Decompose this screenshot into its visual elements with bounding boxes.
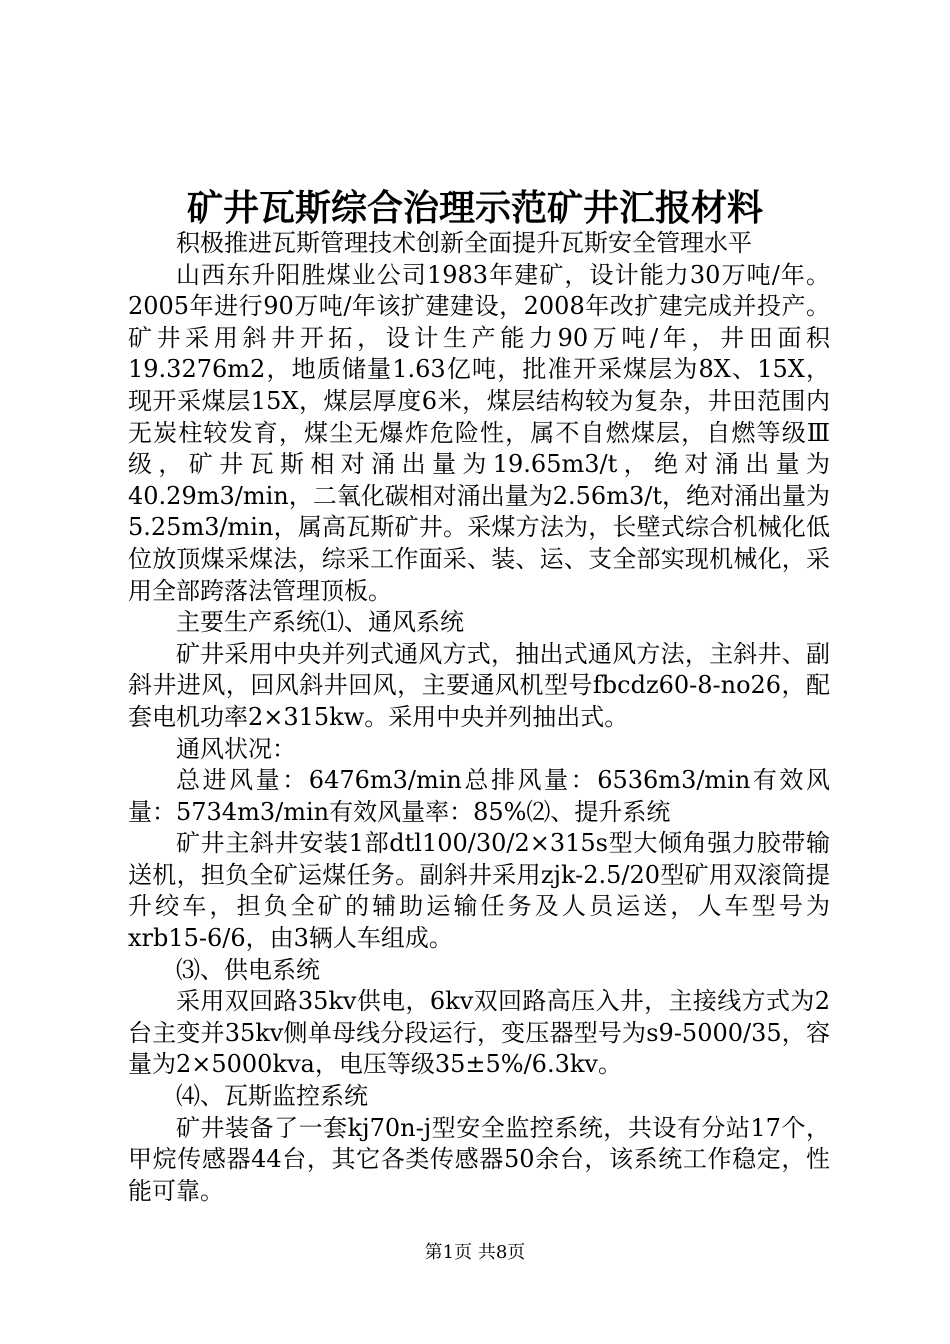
paragraph-heading-ventilation: 主要生产系统⑴、通风系统 (176, 608, 464, 637)
document-title: 矿井瓦斯综合治理示范矿井汇报材料 (186, 187, 763, 229)
paragraph-ventilation: 矿井采用中央并列式通风方式，抽出式通风方法，主斜井、副斜井进风，回风斜井回风，主要通风机型号fbcdz60-8-no26，配套电机功率2×315kw。采用中央并列抽出式。 (128, 639, 830, 731)
paragraph-monitoring: 矿井装备了一套kj70n-j型安全监控系统，共设有分站17个，甲烷传感器44台，其它各类传感器50余台，该系统工作稳定，性能可靠。 (128, 1113, 830, 1205)
paragraph-heading-power: ⑶、供电系统 (176, 955, 320, 984)
paragraph-overview: 山西东升阳胜煤业公司1983年建矿，设计能力30万吨/年。2005年进行90万吨/年该扩建建设，2008年改扩建完成并投产。矿井采用斜井开拓，设计生产能力90万吨/年，井田面积19.3276m2，地质储量1.63亿吨，批准开采煤层为8X、15X，现开采煤层15X，煤层厚度6米，煤层结构较为复杂，井田范围内无炭柱较发育，煤尘无爆炸危险性，属不自燃煤层，自燃等级Ⅲ级，矿井瓦斯相对涌出量为19.65m3/t，绝对涌出量为40.29m3/min，二氧化碳相对涌出量为2.56m3/t，绝对涌出量为5.25m3/min，属高瓦斯矿井。采煤方法为，长壁式综合机械化低位放顶煤采煤法，综采工作面采、装、运、支全部实现机械化，采用全部跨落法管理顶板。 (128, 260, 830, 605)
document-body (128, 228, 830, 1207)
paragraph-power: 采用双回路35kv供电，6kv双回路高压入井，主接线方式为2台主变并35kv侧单母线分段运行，变压器型号为s9-5000/35，容量为2×5000kva，电压等级35±5%/6.3kv。 (128, 987, 830, 1079)
page-number: 第1页 共8页 (424, 1242, 526, 1263)
paragraph-heading-monitoring: ⑷、瓦斯监控系统 (176, 1082, 368, 1111)
paragraph-subtitle: 积极推进瓦斯管理技术创新全面提升瓦斯安全管理水平 (176, 229, 752, 257)
paragraph-airflow: 总进风量：6476m3/min总排风量：6536m3/min有效风量：5734m3/min有效风量率：85%⑵、提升系统 (128, 766, 830, 826)
paragraph-hoisting: 矿井主斜井安装1部dtl100/30/2×315s型大倾角强力胶带输送机，担负全矿运煤任务。副斜井采用zjk-2.5/20型矿用双滚筒提升绞车，担负全矿的辅助运输任务及人员运送，人车型号为xrb15-6/6，由3辆人车组成。 (128, 829, 830, 953)
paragraph-ventilation-status-label: 通风状况： (176, 734, 296, 763)
